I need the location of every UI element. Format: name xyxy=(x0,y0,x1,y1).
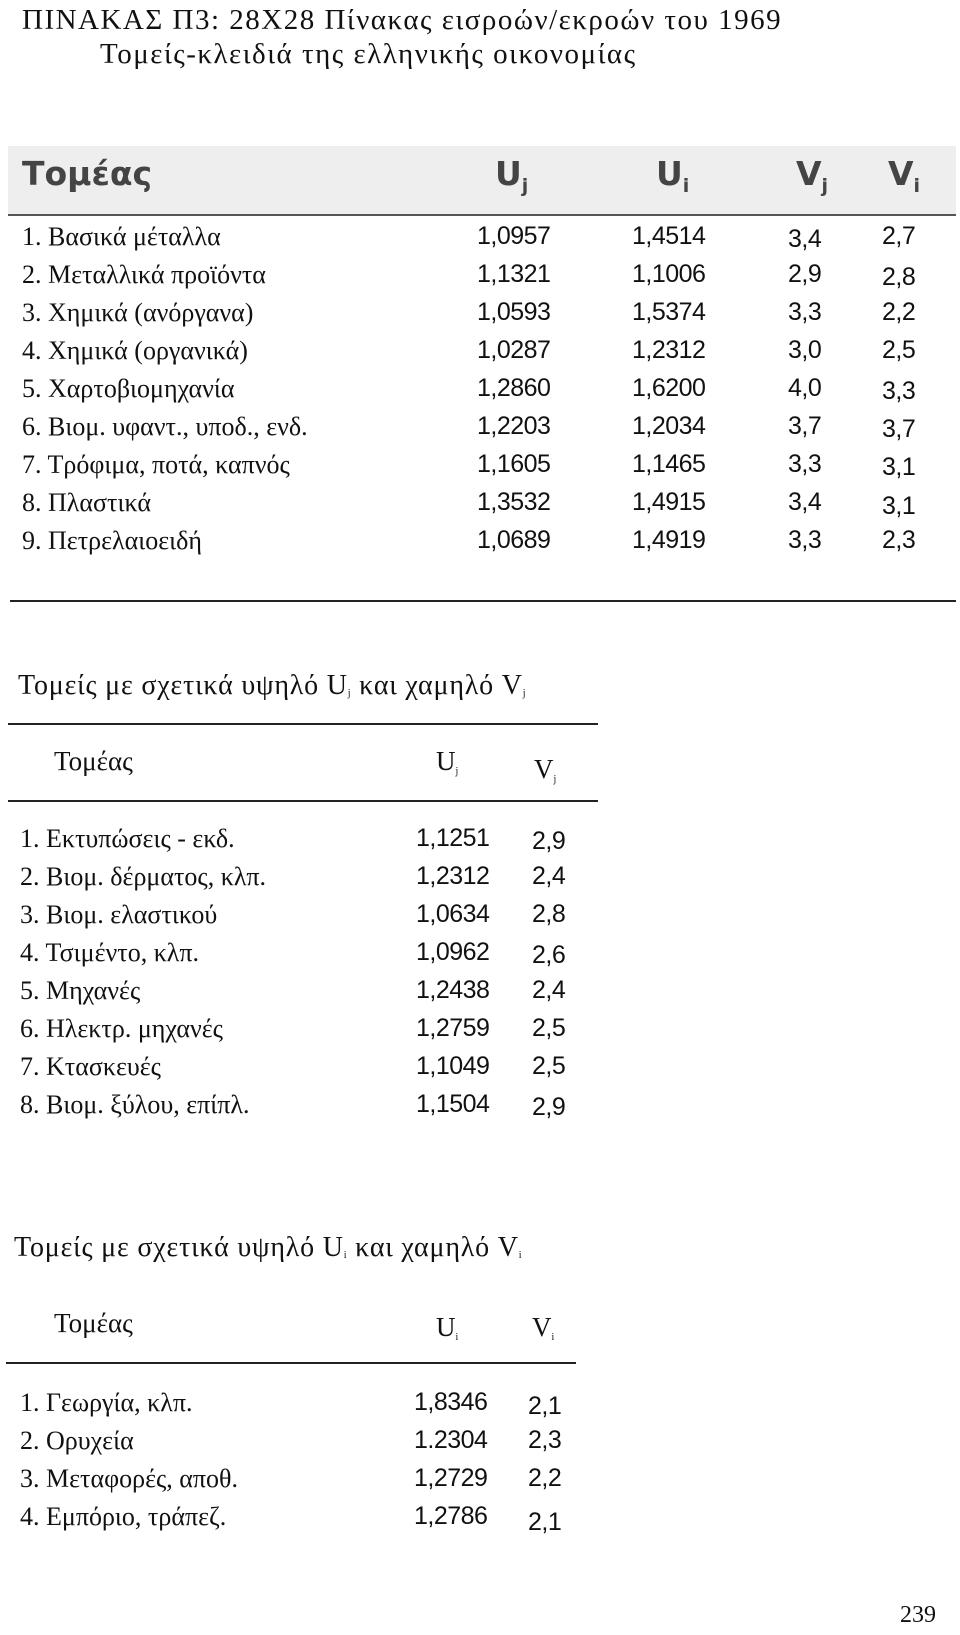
cell-vj: 2,9 xyxy=(788,260,822,288)
section-b-top-rule xyxy=(8,723,598,725)
row-label: 6. Βιομ. υφαντ., υποδ., ενδ. xyxy=(22,412,308,441)
main-table-bottom-rule xyxy=(10,600,956,602)
section-c-header xyxy=(0,1308,600,1348)
cell-vi: 2,2 xyxy=(882,298,916,326)
cell-v: 2,9 xyxy=(532,1093,566,1121)
cell-vj: 3,4 xyxy=(788,488,822,516)
cell-ui: 1,4915 xyxy=(632,488,706,516)
section-c-header-v: $V_i$ xyxy=(532,1312,555,1343)
cell-vi: 2,3 xyxy=(882,526,916,554)
row-label: 3. Χημικά (ανόργανα) xyxy=(22,298,254,327)
cell-uj: 1,2203 xyxy=(477,412,551,440)
row-label: 1. Εκτυπώσεις - εκδ. xyxy=(20,824,235,853)
cell-v: 2,9 xyxy=(532,827,566,855)
cell-ui: 1,2312 xyxy=(632,336,706,364)
cell-vi: 2,8 xyxy=(882,263,916,291)
row-label: 5. Μηχανές xyxy=(20,976,141,1005)
row-label: 5. Χαρτοβιομηχανία xyxy=(22,374,235,403)
section-b-header-v: $V_j$ xyxy=(534,754,557,785)
cell-v: 2,2 xyxy=(528,1464,562,1492)
table-row xyxy=(0,862,620,900)
cell-ui: 1,6200 xyxy=(632,374,706,402)
cell-uj: 1,0593 xyxy=(477,298,551,326)
table-row xyxy=(0,488,960,526)
cell-u: 1,2312 xyxy=(416,862,490,890)
section-c-header-u: $U_i$ xyxy=(436,1312,459,1343)
row-label: 4. Εμπόριο, τράπεζ. xyxy=(20,1502,227,1531)
cell-uj: 1,2860 xyxy=(477,374,551,402)
cell-vj: 3,3 xyxy=(788,526,822,554)
cell-vj: 3,0 xyxy=(788,336,822,364)
section-b-header-rule xyxy=(8,800,598,802)
table-row xyxy=(0,1388,620,1426)
cell-ui: 1,1465 xyxy=(632,450,706,478)
row-label: 3. Μεταφορές, αποθ. xyxy=(20,1464,239,1493)
cell-ui: 1,1006 xyxy=(632,260,706,288)
cell-vi: 3,3 xyxy=(882,377,916,405)
cell-uj: 1,3532 xyxy=(477,488,551,516)
cell-u: 1,1251 xyxy=(416,824,490,852)
table-row xyxy=(0,412,960,450)
table-row xyxy=(0,976,620,1014)
main-table-header xyxy=(8,146,956,216)
row-label: 4. Χημικά (οργανικά) xyxy=(22,336,248,365)
cell-v: 2,8 xyxy=(532,900,566,928)
cell-vi: 2,7 xyxy=(882,222,916,250)
row-label: 8. Βιομ. ξύλου, επίπλ. xyxy=(20,1090,250,1119)
cell-u: 1,0634 xyxy=(416,900,490,928)
cell-v: 2,5 xyxy=(532,1052,566,1080)
row-label: 7. Κτασκευές xyxy=(20,1052,161,1081)
cell-u: 1,2786 xyxy=(414,1502,488,1530)
table-row xyxy=(0,1052,620,1090)
table-row xyxy=(0,1014,620,1052)
table-subtitle: Τομείς-κλειδιά της ελληνικής οικονομίας xyxy=(100,38,637,70)
cell-ui: 1,4514 xyxy=(632,222,706,250)
section-b-title: Τομείς με σχετικά υψηλό $U_j$ και χαμηλό $V_j$ xyxy=(18,670,527,701)
header-sector: Τομέας xyxy=(22,154,153,193)
cell-ui: 1,4919 xyxy=(632,526,706,554)
table-row xyxy=(0,336,960,374)
cell-u: 1,2438 xyxy=(416,976,490,1004)
table-row xyxy=(0,1464,620,1502)
row-label: 4. Τσιμέντο, κλπ. xyxy=(20,938,200,967)
page-number: 239 xyxy=(900,1602,936,1628)
cell-u: 1,1049 xyxy=(416,1052,490,1080)
cell-u: 1,2759 xyxy=(416,1014,490,1042)
table-row xyxy=(0,260,960,298)
header-uj: $U_j$ xyxy=(495,154,529,197)
table-row xyxy=(0,824,620,862)
row-label: 2. Ορυχεία xyxy=(20,1426,134,1455)
cell-vj: 3,7 xyxy=(788,412,822,440)
table-row xyxy=(0,938,620,976)
header-vi: $V_i$ xyxy=(888,154,921,197)
cell-vj: 3,3 xyxy=(788,298,822,326)
cell-vi: 2,5 xyxy=(882,336,916,364)
row-label: 2. Μεταλλικά προϊόντα xyxy=(22,260,266,289)
cell-v: 2,4 xyxy=(532,862,566,890)
table-title: ΠΙΝΑΚΑΣ Π3: 28Χ28 Πίνακας εισροών/εκροών του 1969 xyxy=(22,4,783,36)
cell-vj: 3,3 xyxy=(788,450,822,478)
cell-v: 2,3 xyxy=(528,1426,562,1454)
cell-vj: 4,0 xyxy=(788,374,822,402)
cell-vi: 3,1 xyxy=(882,453,916,481)
row-label: 6. Ηλεκτρ. μηχανές xyxy=(20,1014,223,1043)
header-vj: $V_j$ xyxy=(796,154,829,197)
cell-vj: 3,4 xyxy=(788,225,822,253)
cell-ui: 1,2034 xyxy=(632,412,706,440)
row-label: 8. Πλαστικά xyxy=(22,488,151,517)
section-c-header-rule xyxy=(6,1362,576,1364)
cell-uj: 1,1321 xyxy=(477,260,551,288)
section-c-title: Τομείς με σχετικά υψηλό $U_i$ και χαμηλό $V_i$ xyxy=(14,1232,523,1263)
cell-uj: 1,0957 xyxy=(477,222,551,250)
row-label: 9. Πετρελαιοειδή xyxy=(22,526,203,555)
cell-u: 1,0962 xyxy=(416,938,490,966)
cell-u: 1,1504 xyxy=(416,1090,490,1118)
table-row xyxy=(0,526,960,564)
cell-vi: 3,7 xyxy=(882,415,916,443)
cell-uj: 1,0287 xyxy=(477,336,551,364)
cell-uj: 1,0689 xyxy=(477,526,551,554)
table-row xyxy=(0,450,960,488)
table-row xyxy=(0,374,960,412)
cell-u: 1,2729 xyxy=(414,1464,488,1492)
table-row xyxy=(0,900,620,938)
section-c-header-sector: Τομέας xyxy=(54,1308,133,1338)
cell-uj: 1,1605 xyxy=(477,450,551,478)
cell-vi: 3,1 xyxy=(882,492,916,520)
table-row xyxy=(0,222,960,260)
header-ui: $U_i$ xyxy=(656,154,690,197)
cell-u: 1,8346 xyxy=(414,1388,488,1416)
table-row xyxy=(0,1426,620,1464)
cell-v: 2,1 xyxy=(528,1392,562,1420)
section-b-header-sector: Τομέας xyxy=(54,746,133,776)
row-label: 3. Βιομ. ελαστικού xyxy=(20,900,218,929)
row-label: 1. Γεωργία, κλπ. xyxy=(20,1388,193,1417)
cell-v: 2,1 xyxy=(528,1508,562,1536)
section-b-header xyxy=(0,746,600,786)
section-b-header-u: $U_j$ xyxy=(436,746,459,777)
row-label: 2. Βιομ. δέρματος, κλπ. xyxy=(20,862,267,891)
row-label: 1. Βασικά μέταλλα xyxy=(22,222,221,251)
table-row xyxy=(0,1090,620,1128)
cell-v: 2,4 xyxy=(532,976,566,1004)
row-label: 7. Τρόφιμα, ποτά, καπνός xyxy=(22,450,290,479)
cell-v: 2,6 xyxy=(532,941,566,969)
cell-u: 1.2304 xyxy=(414,1426,488,1454)
table-row xyxy=(0,298,960,336)
cell-v: 2,5 xyxy=(532,1014,566,1042)
cell-ui: 1,5374 xyxy=(632,298,706,326)
table-row xyxy=(0,1502,620,1540)
